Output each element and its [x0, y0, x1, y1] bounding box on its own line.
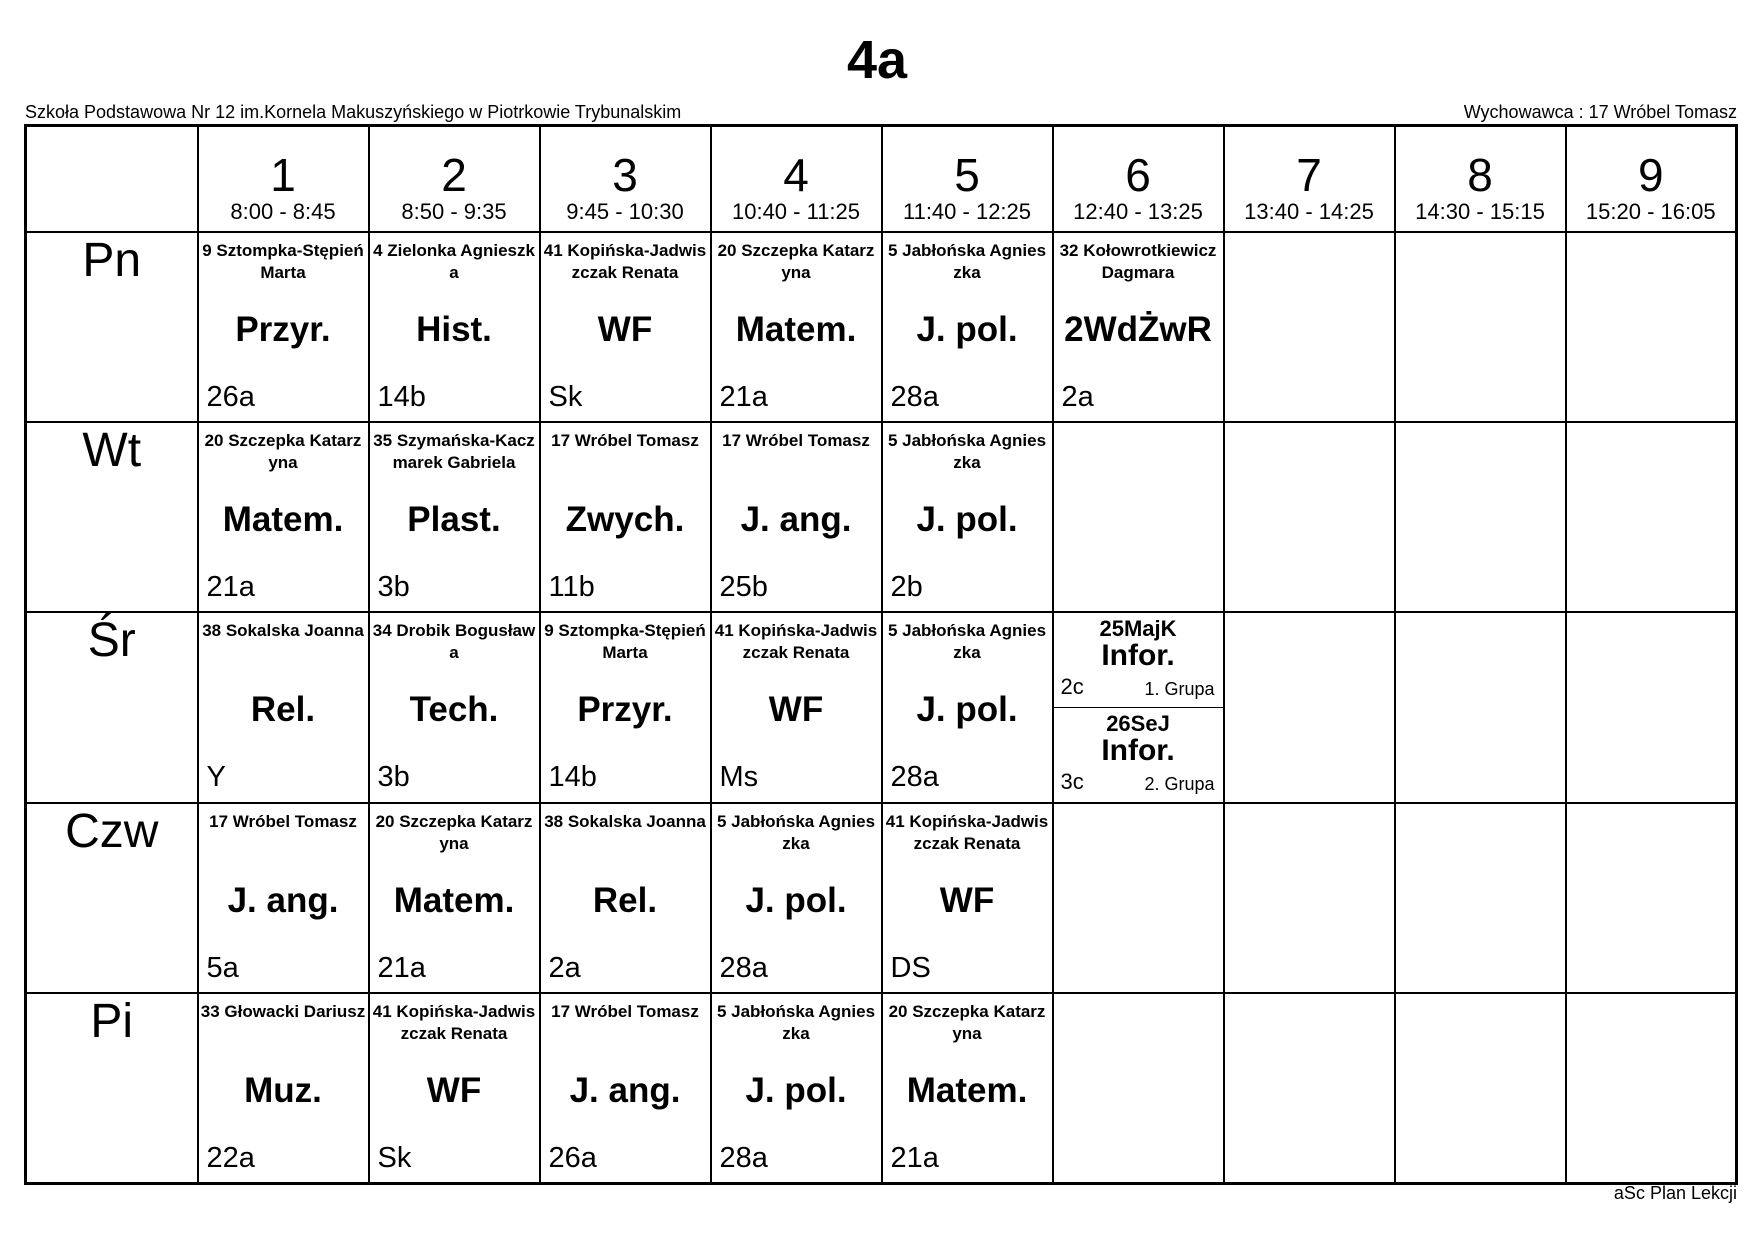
lesson[interactable]	[199, 233, 368, 421]
lesson-teacher: 9 Sztompka-Stępień Marta	[544, 620, 706, 662]
group-room: 3c	[1060, 768, 1084, 794]
lesson-cell	[198, 612, 369, 803]
lesson-teacher: 20 Szczepka Katarzyna	[717, 240, 875, 282]
period-number: 5	[954, 149, 980, 201]
lesson-cell	[540, 803, 711, 993]
group-label: 2. Grupa	[1144, 773, 1215, 794]
lesson-teacher: 9 Sztompka-Stępień Marta	[202, 240, 364, 282]
lesson-room: 2a	[548, 951, 581, 984]
lesson-subject: J. ang.	[740, 499, 852, 539]
lesson-room: 21a	[719, 380, 768, 413]
lesson-teacher: 20 Szczepka Katarzyna	[375, 811, 533, 853]
lesson[interactable]	[370, 804, 539, 992]
lesson-room: Ms	[719, 760, 759, 793]
lesson-room: 28a	[890, 380, 939, 413]
lesson-room: Sk	[377, 1141, 412, 1174]
lesson-subject: J. pol.	[916, 309, 1018, 349]
lesson-cell	[198, 803, 369, 993]
lesson-cell	[1395, 803, 1566, 993]
lesson-cell	[198, 993, 369, 1184]
lesson-room: 28a	[719, 1141, 768, 1174]
lesson-cell	[369, 803, 540, 993]
period-number: 7	[1296, 149, 1322, 201]
period-time: 12:40 - 13:25	[1073, 199, 1203, 224]
lesson-subject: Tech.	[409, 689, 499, 729]
period-time: 10:40 - 11:25	[731, 199, 861, 224]
lesson[interactable]	[541, 804, 710, 992]
day-name: Śr	[26, 612, 198, 803]
lesson[interactable]	[541, 233, 710, 421]
class-teacher: Wychowawca : 17 Wróbel Tomasz	[1463, 102, 1737, 122]
page-title: 4a	[846, 30, 908, 90]
lesson-room: 2a	[1061, 380, 1094, 413]
lesson-subject: Matem.	[906, 1070, 1028, 1110]
lesson-cell	[540, 612, 711, 803]
lesson[interactable]	[370, 994, 539, 1182]
lesson-cell	[1395, 993, 1566, 1184]
lesson-cell	[711, 232, 882, 422]
lesson-cell	[1395, 612, 1566, 803]
group-lesson[interactable]	[1054, 708, 1223, 802]
lesson[interactable]	[712, 423, 881, 611]
lesson-cell	[1566, 803, 1737, 993]
lesson-room: 25b	[719, 570, 768, 603]
period-header	[882, 126, 1053, 232]
lesson-subject: WF	[597, 309, 653, 349]
lesson-teacher: 32 Kołowrotkiewicz Dagmara	[1059, 240, 1217, 282]
day-row	[26, 232, 1737, 422]
lesson-subject: Matem.	[735, 309, 857, 349]
lesson-cell	[1224, 612, 1395, 803]
day-row	[26, 803, 1737, 993]
lesson-teacher: 17 Wróbel Tomasz	[722, 430, 870, 450]
lesson[interactable]	[370, 423, 539, 611]
lesson-subject: Muz.	[244, 1070, 322, 1110]
day-row	[26, 612, 1737, 803]
lesson-subject: 2WdŻwR	[1064, 309, 1212, 349]
lesson[interactable]	[712, 994, 881, 1182]
lesson-subject: J. pol.	[745, 880, 847, 920]
lesson-cell	[882, 422, 1053, 612]
period-header	[1566, 126, 1737, 232]
lesson-cell	[1053, 422, 1224, 612]
period-number: 8	[1467, 149, 1493, 201]
lesson-teacher: 5 Jabłońska Agnieszka	[887, 620, 1047, 662]
lesson[interactable]	[712, 613, 881, 801]
lesson[interactable]	[199, 423, 368, 611]
lesson[interactable]	[883, 804, 1052, 992]
lesson-subject: Matem.	[222, 499, 344, 539]
day-name: Czw	[26, 803, 198, 993]
lesson-cell	[711, 612, 882, 803]
lesson-room: 26a	[206, 380, 255, 413]
lesson-cell	[1053, 803, 1224, 993]
day-name: Pn	[26, 232, 198, 422]
lesson[interactable]	[541, 994, 710, 1182]
lesson-teacher: 17 Wróbel Tomasz	[551, 1001, 699, 1021]
lesson-teacher: 33 Głowacki Dariusz	[200, 1001, 366, 1021]
lesson[interactable]	[883, 423, 1052, 611]
lesson-teacher: 35 Szymańska-Kaczmarek Gabriela	[373, 430, 535, 472]
lesson-cell	[711, 803, 882, 993]
lesson-room: Y	[206, 760, 226, 793]
lesson-cell	[1566, 422, 1737, 612]
lesson-subject: WF	[426, 1070, 482, 1110]
lesson-room: 26a	[548, 1141, 597, 1174]
lesson[interactable]	[883, 613, 1052, 801]
day-name: Wt	[26, 422, 198, 612]
lesson-cell	[882, 232, 1053, 422]
lesson-cell	[540, 422, 711, 612]
school-name: Szkoła Podstawowa Nr 12 im.Kornela Makuszyńskiego w Piotrkowie Trybunalskim	[25, 102, 682, 122]
period-header	[198, 126, 369, 232]
lesson-teacher: 41 Kopińska-Jadwiszczak Renata	[372, 1001, 536, 1043]
group-teacher: 25MajK	[1099, 615, 1177, 641]
lesson-cell	[1224, 422, 1395, 612]
lesson-cell	[1053, 232, 1224, 422]
lesson-cell	[1566, 612, 1737, 803]
lesson-cell	[1395, 232, 1566, 422]
lesson-teacher: 17 Wróbel Tomasz	[209, 811, 357, 831]
lesson-cell	[1053, 993, 1224, 1184]
group-subject: Infor.	[1101, 638, 1175, 672]
lesson-teacher: 5 Jabłońska Agnieszka	[716, 811, 876, 853]
period-number: 6	[1125, 149, 1151, 201]
lesson-cell	[1224, 803, 1395, 993]
lesson-subject: J. ang.	[227, 880, 339, 920]
lesson-cell	[369, 422, 540, 612]
lesson-teacher: 34 Drobik Bogusława	[372, 620, 536, 662]
period-header-row	[26, 126, 1737, 232]
period-header	[711, 126, 882, 232]
lesson-subject: Rel.	[592, 880, 658, 920]
lesson-room: 21a	[890, 1141, 939, 1174]
lesson-teacher: 5 Jabłońska Agnieszka	[887, 430, 1047, 472]
lesson-room: 14b	[377, 380, 426, 413]
corner-cell	[26, 126, 198, 232]
lesson-subject: Plast.	[407, 499, 501, 539]
lesson-subject: Matem.	[393, 880, 515, 920]
lesson-cell	[882, 993, 1053, 1184]
lesson-teacher: 41 Kopińska-Jadwiszczak Renata	[543, 240, 707, 282]
lesson-subject: J. pol.	[916, 499, 1018, 539]
lesson-teacher: 41 Kopińska-Jadwiszczak Renata	[885, 811, 1049, 853]
lesson-cell	[540, 993, 711, 1184]
lesson-cell	[540, 232, 711, 422]
lesson-room: 28a	[890, 760, 939, 793]
group-lesson[interactable]	[1054, 613, 1223, 708]
lesson-subject: Przyr.	[577, 689, 673, 729]
lesson-cell	[369, 232, 540, 422]
lesson[interactable]	[541, 423, 710, 611]
lesson[interactable]	[370, 613, 539, 801]
lesson-room: 21a	[377, 951, 426, 984]
lesson-cell	[1053, 612, 1224, 803]
lesson[interactable]	[199, 804, 368, 992]
lesson-room: 22a	[206, 1141, 255, 1174]
period-header	[1053, 126, 1224, 232]
lesson-room: 21a	[206, 570, 255, 603]
lesson[interactable]	[199, 613, 368, 801]
lesson-cell	[1566, 232, 1737, 422]
lesson-room: 14b	[548, 760, 597, 793]
period-number: 3	[612, 149, 638, 201]
lesson-teacher: 5 Jabłońska Agnieszka	[716, 1001, 876, 1043]
lesson-teacher: 38 Sokalska Joanna	[544, 811, 706, 831]
lesson-cell	[882, 612, 1053, 803]
period-time: 8:50 - 9:35	[401, 199, 507, 224]
lesson-room: DS	[890, 951, 931, 984]
period-number: 4	[783, 149, 809, 201]
period-header	[1395, 126, 1566, 232]
lesson-cell	[711, 993, 882, 1184]
day-row	[26, 422, 1737, 612]
lesson[interactable]	[712, 804, 881, 992]
lesson-subject: WF	[768, 689, 824, 729]
lesson-room: 2b	[890, 570, 923, 603]
lesson-subject: Hist.	[416, 309, 492, 349]
lesson-subject: J. ang.	[569, 1070, 681, 1110]
period-time: 13:40 - 14:25	[1244, 199, 1374, 224]
group-room: 2c	[1060, 673, 1084, 699]
period-number: 1	[270, 149, 296, 201]
lesson-room: Sk	[548, 380, 583, 413]
lesson-cell	[1224, 232, 1395, 422]
lesson-teacher: 41 Kopińska-Jadwiszczak Renata	[714, 620, 878, 662]
lesson-cell	[1224, 993, 1395, 1184]
period-number: 2	[441, 149, 467, 201]
period-header	[1224, 126, 1395, 232]
lesson-cell	[369, 993, 540, 1184]
timetable	[24, 124, 1738, 1185]
period-time: 15:20 - 16:05	[1585, 199, 1716, 224]
lesson-room: 5a	[206, 951, 239, 984]
lesson-cell	[369, 612, 540, 803]
lesson-cell	[1395, 422, 1566, 612]
lesson[interactable]	[883, 994, 1052, 1182]
lesson-cell	[711, 422, 882, 612]
period-time: 11:40 - 12:25	[902, 199, 1032, 224]
lesson-room: 28a	[719, 951, 768, 984]
lesson[interactable]	[712, 233, 881, 421]
lesson[interactable]	[541, 613, 710, 801]
lesson-subject: Zwych.	[565, 499, 685, 539]
group-label: 1. Grupa	[1144, 678, 1215, 699]
lesson-subject: WF	[939, 880, 995, 920]
lesson-teacher: 20 Szczepka Katarzyna	[204, 430, 362, 472]
lesson-room: 3b	[377, 760, 410, 793]
lesson-cell	[882, 803, 1053, 993]
footer-credit: aSc Plan Lekcji	[1613, 1183, 1737, 1203]
group-subject: Infor.	[1101, 733, 1175, 767]
lesson-room: 3b	[377, 570, 410, 603]
lesson-subject: J. pol.	[916, 689, 1018, 729]
period-header	[369, 126, 540, 232]
group-teacher: 26SeJ	[1106, 710, 1170, 736]
lesson-teacher: 38 Sokalska Joanna	[202, 620, 364, 640]
lesson-cell	[198, 422, 369, 612]
lesson-subject: Rel.	[250, 689, 316, 729]
day-name: Pi	[26, 993, 198, 1184]
lesson-subject: Przyr.	[235, 309, 331, 349]
lesson-teacher: 4 Zielonka Agnieszka	[373, 240, 535, 282]
lesson-cell	[198, 232, 369, 422]
day-row	[26, 993, 1737, 1184]
lesson[interactable]	[883, 233, 1052, 421]
period-time: 9:45 - 10:30	[566, 199, 684, 224]
period-number: 9	[1637, 149, 1664, 201]
lesson-teacher: 5 Jabłońska Agnieszka	[887, 240, 1047, 282]
lesson-cell	[1566, 993, 1737, 1184]
lesson[interactable]	[1054, 233, 1223, 421]
period-header	[540, 126, 711, 232]
lesson[interactable]	[199, 994, 368, 1182]
lesson[interactable]	[370, 233, 539, 421]
lesson-teacher: 17 Wróbel Tomasz	[551, 430, 699, 450]
lesson-teacher: 20 Szczepka Katarzyna	[888, 1001, 1046, 1043]
period-time: 14:30 - 15:15	[1415, 199, 1545, 224]
lesson-room: 11b	[548, 570, 595, 603]
lesson-subject: J. pol.	[745, 1070, 847, 1110]
period-time: 8:00 - 8:45	[230, 199, 336, 224]
